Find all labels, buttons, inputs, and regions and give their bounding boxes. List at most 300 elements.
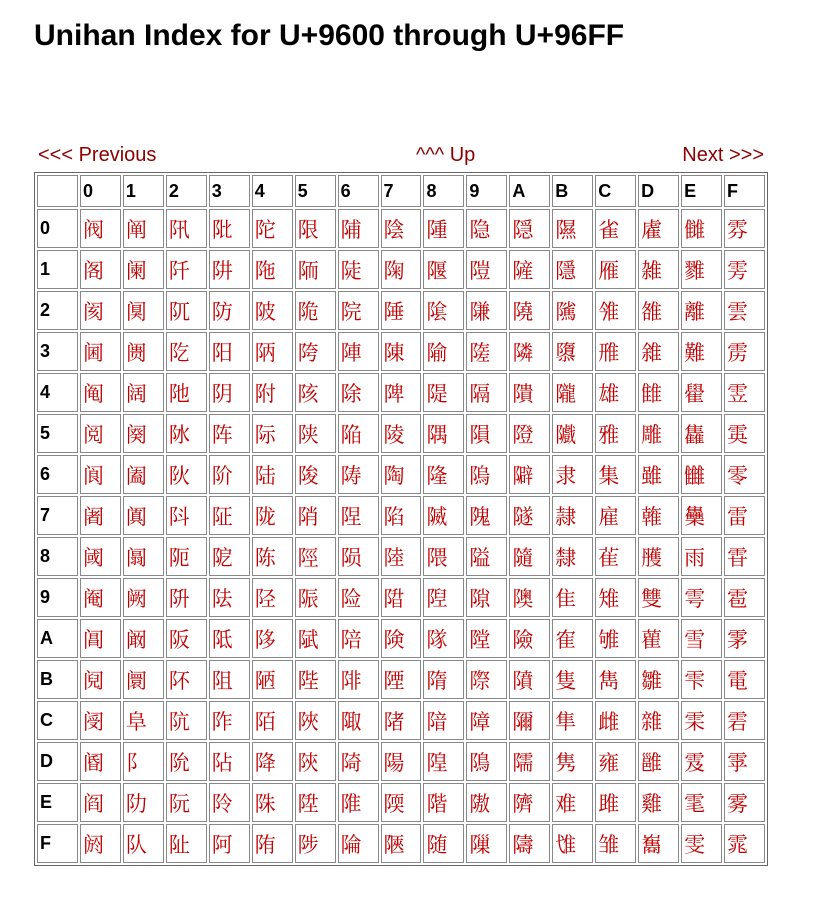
- glyph-link-u969A[interactable]: 隚: [466, 619, 507, 658]
- glyph-link-u969C[interactable]: 障: [466, 701, 507, 740]
- glyph-link-u96CA[interactable]: 雊: [595, 619, 636, 658]
- glyph-link-u9651[interactable]: 陑: [295, 250, 336, 289]
- glyph-link-u9636[interactable]: 阶: [209, 455, 250, 494]
- glyph-link-u9688[interactable]: 隈: [423, 537, 464, 576]
- glyph-link-u96BE[interactable]: 难: [552, 783, 593, 822]
- up-link[interactable]: ^^^ Up: [416, 144, 476, 166]
- glyph-link-u9631[interactable]: 阱: [209, 250, 250, 289]
- glyph-link-u96DB[interactable]: 雛: [638, 660, 679, 699]
- glyph-link-u9690[interactable]: 隐: [466, 209, 507, 248]
- glyph-link-u96DD[interactable]: 雝: [638, 742, 679, 781]
- glyph-link-u966C[interactable]: 陬: [338, 701, 379, 740]
- glyph-link-u96E4[interactable]: 雤: [681, 373, 722, 412]
- glyph-link-u96B4[interactable]: 隴: [552, 373, 593, 412]
- glyph-link-u964B[interactable]: 陋: [252, 660, 293, 699]
- row-header-b: B: [37, 660, 78, 699]
- row-header-6: 6: [37, 455, 78, 494]
- glyph-link-u9608[interactable]: 阈: [80, 537, 121, 576]
- glyph-link-u96FA[interactable]: 雺: [724, 619, 765, 658]
- glyph-link-u960B[interactable]: 阋: [80, 660, 121, 699]
- glyph-link-u964D[interactable]: 降: [252, 742, 293, 781]
- corner-cell: [37, 175, 78, 207]
- glyph-link-u9644[interactable]: 附: [252, 373, 293, 412]
- glyph-link-u96C1[interactable]: 雁: [595, 250, 636, 289]
- glyph-link-u96CB[interactable]: 雋: [595, 660, 636, 699]
- glyph-link-u96EB[interactable]: 雫: [681, 660, 722, 699]
- glyph-link-u96EF[interactable]: 雯: [681, 824, 722, 863]
- glyph-link-u9650[interactable]: 限: [295, 209, 336, 248]
- glyph-link-u9640[interactable]: 陀: [252, 209, 293, 248]
- glyph-link-u963F[interactable]: 阿: [209, 824, 250, 863]
- column-header-9: 9: [466, 175, 507, 207]
- glyph-link-u9632[interactable]: 防: [209, 291, 250, 330]
- glyph-link-u96BF[interactable]: 隿: [552, 824, 593, 863]
- glyph-link-u965D[interactable]: 陝: [295, 742, 336, 781]
- glyph-link-u96F0[interactable]: 雰: [724, 209, 765, 248]
- glyph-link-u96CE[interactable]: 雎: [595, 783, 636, 822]
- glyph-link-u96FD[interactable]: 雽: [724, 742, 765, 781]
- glyph-link-u96E9[interactable]: 雩: [681, 578, 722, 617]
- glyph-link-u961D[interactable]: 阝: [123, 742, 164, 781]
- glyph-link-u9691[interactable]: 隑: [466, 250, 507, 289]
- glyph-link-u9685[interactable]: 隅: [423, 414, 464, 453]
- glyph-link-u9658[interactable]: 陘: [295, 537, 336, 576]
- glyph-link-u96F9[interactable]: 雹: [724, 578, 765, 617]
- glyph-link-u9614[interactable]: 阔: [123, 373, 164, 412]
- glyph-link-u96F8[interactable]: 雸: [724, 537, 765, 576]
- table-row: [37, 783, 765, 822]
- glyph-link-u9616[interactable]: 阖: [123, 455, 164, 494]
- glyph-link-u969B[interactable]: 際: [466, 660, 507, 699]
- glyph-link-u9623[interactable]: 阣: [166, 332, 207, 371]
- glyph-link-u96B8[interactable]: 隸: [552, 537, 593, 576]
- glyph-link-u9657[interactable]: 陗: [295, 496, 336, 535]
- glyph-link-u969D[interactable]: 隝: [466, 742, 507, 781]
- glyph-link-u968B[interactable]: 隋: [423, 660, 464, 699]
- row-header-2: 2: [37, 291, 78, 330]
- glyph-link-u96D6[interactable]: 雖: [638, 455, 679, 494]
- column-header-f: F: [724, 175, 765, 207]
- glyph-link-u9665[interactable]: 陥: [338, 414, 379, 453]
- glyph-link-u968E[interactable]: 階: [423, 783, 464, 822]
- glyph-link-u967E[interactable]: 陾: [381, 783, 422, 822]
- table-row: [37, 250, 765, 289]
- glyph-link-u9643[interactable]: 陃: [252, 332, 293, 371]
- glyph-link-u96DA[interactable]: 雚: [638, 619, 679, 658]
- glyph-link-u9613[interactable]: 阓: [123, 332, 164, 371]
- glyph-link-u9603[interactable]: 阃: [80, 332, 121, 371]
- glyph-link-u96ED[interactable]: 雭: [681, 742, 722, 781]
- glyph-link-u968A[interactable]: 隊: [423, 619, 464, 658]
- table-row: [37, 701, 765, 740]
- glyph-link-u967C[interactable]: 陼: [381, 701, 422, 740]
- glyph-link-u96D2[interactable]: 雒: [638, 291, 679, 330]
- glyph-link-u96D1[interactable]: 雑: [638, 250, 679, 289]
- glyph-link-u96D5[interactable]: 雕: [638, 414, 679, 453]
- glyph-link-u963D[interactable]: 阽: [209, 742, 250, 781]
- glyph-link-u9679[interactable]: 陹: [381, 578, 422, 617]
- glyph-link-u96AD[interactable]: 隭: [509, 742, 550, 781]
- glyph-link-u969F[interactable]: 隟: [466, 824, 507, 863]
- navigation-bar: [36, 142, 766, 168]
- glyph-link-u9666[interactable]: 陦: [338, 455, 379, 494]
- glyph-link-u96A6[interactable]: 隦: [509, 455, 550, 494]
- glyph-link-u96A2[interactable]: 隢: [509, 291, 550, 330]
- glyph-link-u96F1[interactable]: 雱: [724, 250, 765, 289]
- glyph-link-u9625[interactable]: 阥: [166, 414, 207, 453]
- glyph-link-u96E3[interactable]: 難: [681, 332, 722, 371]
- glyph-link-u9600[interactable]: 阀: [80, 209, 121, 248]
- glyph-link-u96D8[interactable]: 雘: [638, 537, 679, 576]
- glyph-link-u96A3[interactable]: 隣: [509, 332, 550, 371]
- glyph-link-u962F[interactable]: 阯: [166, 824, 207, 863]
- column-header-8: 8: [423, 175, 464, 207]
- glyph-link-u96CD[interactable]: 雍: [595, 742, 636, 781]
- glyph-link-u9645[interactable]: 际: [252, 414, 293, 453]
- column-header-3: 3: [209, 175, 250, 207]
- glyph-link-u9670[interactable]: 陰: [381, 209, 422, 248]
- glyph-link-u96A8[interactable]: 隨: [509, 537, 550, 576]
- glyph-link-u9694[interactable]: 隔: [466, 373, 507, 412]
- glyph-link-u9654[interactable]: 陔: [295, 373, 336, 412]
- glyph-link-u96D7[interactable]: 雗: [638, 496, 679, 535]
- glyph-link-u96C3[interactable]: 雃: [595, 332, 636, 371]
- column-header-4: 4: [252, 175, 293, 207]
- glyph-link-u9601[interactable]: 阁: [80, 250, 121, 289]
- glyph-link-u967D[interactable]: 陽: [381, 742, 422, 781]
- glyph-link-u9620[interactable]: 阠: [166, 209, 207, 248]
- glyph-link-u9673[interactable]: 陳: [381, 332, 422, 371]
- glyph-link-u96C5[interactable]: 雅: [595, 414, 636, 453]
- row-header-3: 3: [37, 332, 78, 371]
- glyph-link-u96C4[interactable]: 雄: [595, 373, 636, 412]
- glyph-link-u9660[interactable]: 陠: [338, 209, 379, 248]
- glyph-link-u962D[interactable]: 阭: [166, 742, 207, 781]
- glyph-link-u96E5[interactable]: 雥: [681, 414, 722, 453]
- glyph-link-u960A[interactable]: 阊: [80, 619, 121, 658]
- glyph-link-u9686[interactable]: 隆: [423, 455, 464, 494]
- glyph-link-u966A[interactable]: 陪: [338, 619, 379, 658]
- glyph-link-u96E2[interactable]: 離: [681, 291, 722, 330]
- glyph-link-u9646[interactable]: 陆: [252, 455, 293, 494]
- glyph-link-u9696[interactable]: 隖: [466, 455, 507, 494]
- glyph-link-u96B2[interactable]: 隲: [552, 291, 593, 330]
- glyph-link-u96D9[interactable]: 雙: [638, 578, 679, 617]
- glyph-link-u9678[interactable]: 陸: [381, 537, 422, 576]
- glyph-link-u9607[interactable]: 阇: [80, 496, 121, 535]
- row-header-4: 4: [37, 373, 78, 412]
- glyph-link-u960C[interactable]: 阌: [80, 701, 121, 740]
- column-header-0: 0: [80, 175, 121, 207]
- glyph-link-u9671[interactable]: 陱: [381, 250, 422, 289]
- glyph-link-u96F7[interactable]: 雷: [724, 496, 765, 535]
- next-link[interactable]: Next >>>: [682, 144, 764, 166]
- glyph-link-u96BD[interactable]: 隽: [552, 742, 593, 781]
- glyph-link-u960F[interactable]: 阏: [80, 824, 121, 863]
- glyph-link-u96CC[interactable]: 雌: [595, 701, 636, 740]
- glyph-link-u96BB[interactable]: 隻: [552, 660, 593, 699]
- glyph-link-u96C2[interactable]: 雂: [595, 291, 636, 330]
- glyph-link-u964A[interactable]: 陊: [252, 619, 293, 658]
- glyph-link-u9612[interactable]: 阒: [123, 291, 164, 330]
- glyph-link-u964E[interactable]: 陎: [252, 783, 293, 822]
- column-header-c: C: [595, 175, 636, 207]
- glyph-link-u96B5[interactable]: 隵: [552, 414, 593, 453]
- glyph-link-u96BC[interactable]: 隼: [552, 701, 593, 740]
- glyph-link-u96A5[interactable]: 隥: [509, 414, 550, 453]
- glyph-link-u9668[interactable]: 陨: [338, 537, 379, 576]
- table-row: [37, 291, 765, 330]
- glyph-link-u96CF[interactable]: 雏: [595, 824, 636, 863]
- glyph-link-u96B6[interactable]: 隶: [552, 455, 593, 494]
- glyph-link-u9653[interactable]: 陓: [295, 332, 336, 371]
- glyph-link-u961E[interactable]: 阞: [123, 783, 164, 822]
- glyph-link-u9628[interactable]: 阨: [166, 537, 207, 576]
- glyph-link-u963C[interactable]: 阼: [209, 701, 250, 740]
- glyph-link-u9630[interactable]: 阰: [209, 209, 250, 248]
- glyph-link-u965A[interactable]: 陚: [295, 619, 336, 658]
- glyph-link-u96F6[interactable]: 零: [724, 455, 765, 494]
- glyph-link-u9692[interactable]: 隒: [466, 291, 507, 330]
- row-header-a: A: [37, 619, 78, 658]
- glyph-link-u9697[interactable]: 隗: [466, 496, 507, 535]
- glyph-link-u9626[interactable]: 阦: [166, 455, 207, 494]
- glyph-link-u96E7[interactable]: 雧: [681, 496, 722, 535]
- table-row: [37, 578, 765, 617]
- glyph-link-u964C[interactable]: 陌: [252, 701, 293, 740]
- glyph-link-u96AC[interactable]: 隬: [509, 701, 550, 740]
- glyph-link-u96DF[interactable]: 雟: [638, 824, 679, 863]
- table-row: [37, 537, 765, 576]
- glyph-link-u96F5[interactable]: 雵: [724, 414, 765, 453]
- glyph-link-u9680[interactable]: 隀: [423, 209, 464, 248]
- glyph-link-u962E[interactable]: 阮: [166, 783, 207, 822]
- glyph-link-u9698[interactable]: 隘: [466, 537, 507, 576]
- glyph-link-u965E[interactable]: 陞: [295, 783, 336, 822]
- glyph-link-u96E0[interactable]: 雠: [681, 209, 722, 248]
- glyph-link-u965F[interactable]: 陟: [295, 824, 336, 863]
- table-row: [37, 742, 765, 781]
- glyph-link-u960D[interactable]: 阍: [80, 742, 121, 781]
- glyph-link-u9629[interactable]: 阩: [166, 578, 207, 617]
- row-header-f: F: [37, 824, 78, 863]
- glyph-link-u96C0[interactable]: 雀: [595, 209, 636, 248]
- glyph-link-u9659[interactable]: 陙: [295, 578, 336, 617]
- column-header-e: E: [681, 175, 722, 207]
- glyph-link-u9687[interactable]: 隇: [423, 496, 464, 535]
- glyph-link-u9649[interactable]: 陉: [252, 578, 293, 617]
- glyph-link-u9635[interactable]: 阵: [209, 414, 250, 453]
- glyph-link-u963B[interactable]: 阻: [209, 660, 250, 699]
- column-header-d: D: [638, 175, 679, 207]
- glyph-link-u9676[interactable]: 陶: [381, 455, 422, 494]
- glyph-link-u96D4[interactable]: 雔: [638, 373, 679, 412]
- glyph-link-u968D[interactable]: 隍: [423, 742, 464, 781]
- glyph-link-u968C[interactable]: 隌: [423, 701, 464, 740]
- glyph-link-u96E6[interactable]: 雦: [681, 455, 722, 494]
- glyph-link-u9619[interactable]: 阙: [123, 578, 164, 617]
- row-header-8: 8: [37, 537, 78, 576]
- glyph-link-u9664[interactable]: 除: [338, 373, 379, 412]
- row-header-d: D: [37, 742, 78, 781]
- column-header-2: 2: [166, 175, 207, 207]
- glyph-link-u96AF[interactable]: 隯: [509, 824, 550, 863]
- glyph-link-u96DE[interactable]: 雞: [638, 783, 679, 822]
- glyph-link-u9618[interactable]: 阘: [123, 537, 164, 576]
- glyph-link-u966B[interactable]: 陫: [338, 660, 379, 699]
- glyph-link-u9699[interactable]: 隙: [466, 578, 507, 617]
- glyph-link-u96F3[interactable]: 雳: [724, 332, 765, 371]
- glyph-link-u96C6[interactable]: 集: [595, 455, 636, 494]
- glyph-link-u96FF[interactable]: 雿: [724, 824, 765, 863]
- glyph-link-u96E8[interactable]: 雨: [681, 537, 722, 576]
- glyph-link-u96FC[interactable]: 雼: [724, 701, 765, 740]
- glyph-link-u96FE[interactable]: 雾: [724, 783, 765, 822]
- glyph-link-u9617[interactable]: 阗: [123, 496, 164, 535]
- glyph-link-u9639[interactable]: 阹: [209, 578, 250, 617]
- glyph-link-u962A[interactable]: 阪: [166, 619, 207, 658]
- glyph-link-u9633[interactable]: 阳: [209, 332, 250, 371]
- glyph-link-u96C7[interactable]: 雇: [595, 496, 636, 535]
- glyph-link-u96D3[interactable]: 雓: [638, 332, 679, 371]
- glyph-link-u962C[interactable]: 阬: [166, 701, 207, 740]
- glyph-link-u961A[interactable]: 阚: [123, 619, 164, 658]
- unihan-index-table: [34, 172, 768, 866]
- glyph-link-u9634[interactable]: 阴: [209, 373, 250, 412]
- glyph-link-u962B[interactable]: 阫: [166, 660, 207, 699]
- glyph-link-u96B9[interactable]: 隹: [552, 578, 593, 617]
- glyph-link-u96BA[interactable]: 隺: [552, 619, 593, 658]
- glyph-link-u963A[interactable]: 阺: [209, 619, 250, 658]
- glyph-link-u9675[interactable]: 陵: [381, 414, 422, 453]
- glyph-link-u96AE[interactable]: 隮: [509, 783, 550, 822]
- glyph-link-u965C[interactable]: 陜: [295, 701, 336, 740]
- glyph-link-u966D[interactable]: 陭: [338, 742, 379, 781]
- glyph-link-u96A1[interactable]: 隡: [509, 250, 550, 289]
- glyph-link-u9621[interactable]: 阡: [166, 250, 207, 289]
- glyph-link-u9672[interactable]: 陲: [381, 291, 422, 330]
- glyph-link-u961B[interactable]: 阛: [123, 660, 164, 699]
- glyph-link-u9627[interactable]: 阧: [166, 496, 207, 535]
- glyph-link-u96C8[interactable]: 雈: [595, 537, 636, 576]
- glyph-link-u9655[interactable]: 陕: [295, 414, 336, 453]
- glyph-link-u96A0[interactable]: 隠: [509, 209, 550, 248]
- column-header-7: 7: [381, 175, 422, 207]
- glyph-link-u9610[interactable]: 阐: [123, 209, 164, 248]
- glyph-link-u9682[interactable]: 隂: [423, 291, 464, 330]
- glyph-link-u9637[interactable]: 阷: [209, 496, 250, 535]
- glyph-link-u9674[interactable]: 陴: [381, 373, 422, 412]
- glyph-link-u968F[interactable]: 随: [423, 824, 464, 863]
- glyph-link-u967B[interactable]: 陻: [381, 660, 422, 699]
- glyph-link-u96F2[interactable]: 雲: [724, 291, 765, 330]
- table-row: [37, 824, 765, 863]
- glyph-link-u96FB[interactable]: 電: [724, 660, 765, 699]
- glyph-link-u96C9[interactable]: 雉: [595, 578, 636, 617]
- column-header-5: 5: [295, 175, 336, 207]
- glyph-link-u967A[interactable]: 険: [381, 619, 422, 658]
- glyph-link-u96AA[interactable]: 險: [509, 619, 550, 658]
- glyph-link-u9663[interactable]: 陣: [338, 332, 379, 371]
- glyph-link-u9604[interactable]: 阄: [80, 373, 121, 412]
- glyph-link-u96F4[interactable]: 雴: [724, 373, 765, 412]
- glyph-link-u9669[interactable]: 险: [338, 578, 379, 617]
- glyph-link-u96EA[interactable]: 雪: [681, 619, 722, 658]
- column-header-6: 6: [338, 175, 379, 207]
- glyph-link-u96B7[interactable]: 隷: [552, 496, 593, 535]
- glyph-link-u960E[interactable]: 阎: [80, 783, 121, 822]
- glyph-link-u96EE[interactable]: 雮: [681, 783, 722, 822]
- glyph-link-u96DC[interactable]: 雜: [638, 701, 679, 740]
- glyph-link-u9662[interactable]: 院: [338, 291, 379, 330]
- glyph-link-u969E[interactable]: 隞: [466, 783, 507, 822]
- table-row: [37, 660, 765, 699]
- glyph-link-u966E[interactable]: 陮: [338, 783, 379, 822]
- glyph-link-u9681[interactable]: 隁: [423, 250, 464, 289]
- glyph-link-u96B1[interactable]: 隱: [552, 250, 593, 289]
- previous-link[interactable]: <<< Previous: [38, 144, 157, 166]
- glyph-link-u9667[interactable]: 陧: [338, 496, 379, 535]
- glyph-link-u9642[interactable]: 陂: [252, 291, 293, 330]
- glyph-link-u96B0[interactable]: 隰: [552, 209, 593, 248]
- glyph-link-u9661[interactable]: 陡: [338, 250, 379, 289]
- glyph-link-u9648[interactable]: 陈: [252, 537, 293, 576]
- glyph-link-u961C[interactable]: 阜: [123, 701, 164, 740]
- table-row: [37, 619, 765, 658]
- glyph-link-u96A7[interactable]: 隧: [509, 496, 550, 535]
- glyph-link-u9693[interactable]: 隓: [466, 332, 507, 371]
- glyph-link-u9602[interactable]: 阂: [80, 291, 121, 330]
- glyph-link-u961F[interactable]: 队: [123, 824, 164, 863]
- column-header-a: A: [509, 175, 550, 207]
- glyph-link-u9677[interactable]: 陷: [381, 496, 422, 535]
- glyph-link-u9624[interactable]: 阤: [166, 373, 207, 412]
- glyph-link-u9622[interactable]: 阢: [166, 291, 207, 330]
- glyph-link-u96D0[interactable]: 雐: [638, 209, 679, 248]
- glyph-link-u9638[interactable]: 阸: [209, 537, 250, 576]
- glyph-link-u963E[interactable]: 阾: [209, 783, 250, 822]
- glyph-link-u967F[interactable]: 陿: [381, 824, 422, 863]
- glyph-link-u9652[interactable]: 陒: [295, 291, 336, 330]
- glyph-link-u96EC[interactable]: 雬: [681, 701, 722, 740]
- glyph-link-u9615[interactable]: 阕: [123, 414, 164, 453]
- glyph-link-u9683[interactable]: 隃: [423, 332, 464, 371]
- glyph-link-u9689[interactable]: 隉: [423, 578, 464, 617]
- glyph-link-u96AB[interactable]: 隫: [509, 660, 550, 699]
- glyph-link-u9606[interactable]: 阆: [80, 455, 121, 494]
- table-row: [37, 455, 765, 494]
- glyph-link-u9609[interactable]: 阉: [80, 578, 121, 617]
- glyph-link-u965B[interactable]: 陛: [295, 660, 336, 699]
- table-row: [37, 332, 765, 371]
- glyph-link-u96A9[interactable]: 隩: [509, 578, 550, 617]
- glyph-link-u96E1[interactable]: 雡: [681, 250, 722, 289]
- glyph-link-u9695[interactable]: 隕: [466, 414, 507, 453]
- glyph-link-u9684[interactable]: 隄: [423, 373, 464, 412]
- glyph-link-u9611[interactable]: 阑: [123, 250, 164, 289]
- row-header-c: C: [37, 701, 78, 740]
- row-header-5: 5: [37, 414, 78, 453]
- glyph-link-u96B3[interactable]: 隳: [552, 332, 593, 371]
- glyph-link-u966F[interactable]: 陯: [338, 824, 379, 863]
- glyph-link-u9647[interactable]: 陇: [252, 496, 293, 535]
- glyph-link-u96A4[interactable]: 隤: [509, 373, 550, 412]
- glyph-link-u9605[interactable]: 阅: [80, 414, 121, 453]
- glyph-link-u964F[interactable]: 陏: [252, 824, 293, 863]
- glyph-link-u9641[interactable]: 陁: [252, 250, 293, 289]
- row-header-7: 7: [37, 496, 78, 535]
- glyph-link-u9656[interactable]: 陖: [295, 455, 336, 494]
